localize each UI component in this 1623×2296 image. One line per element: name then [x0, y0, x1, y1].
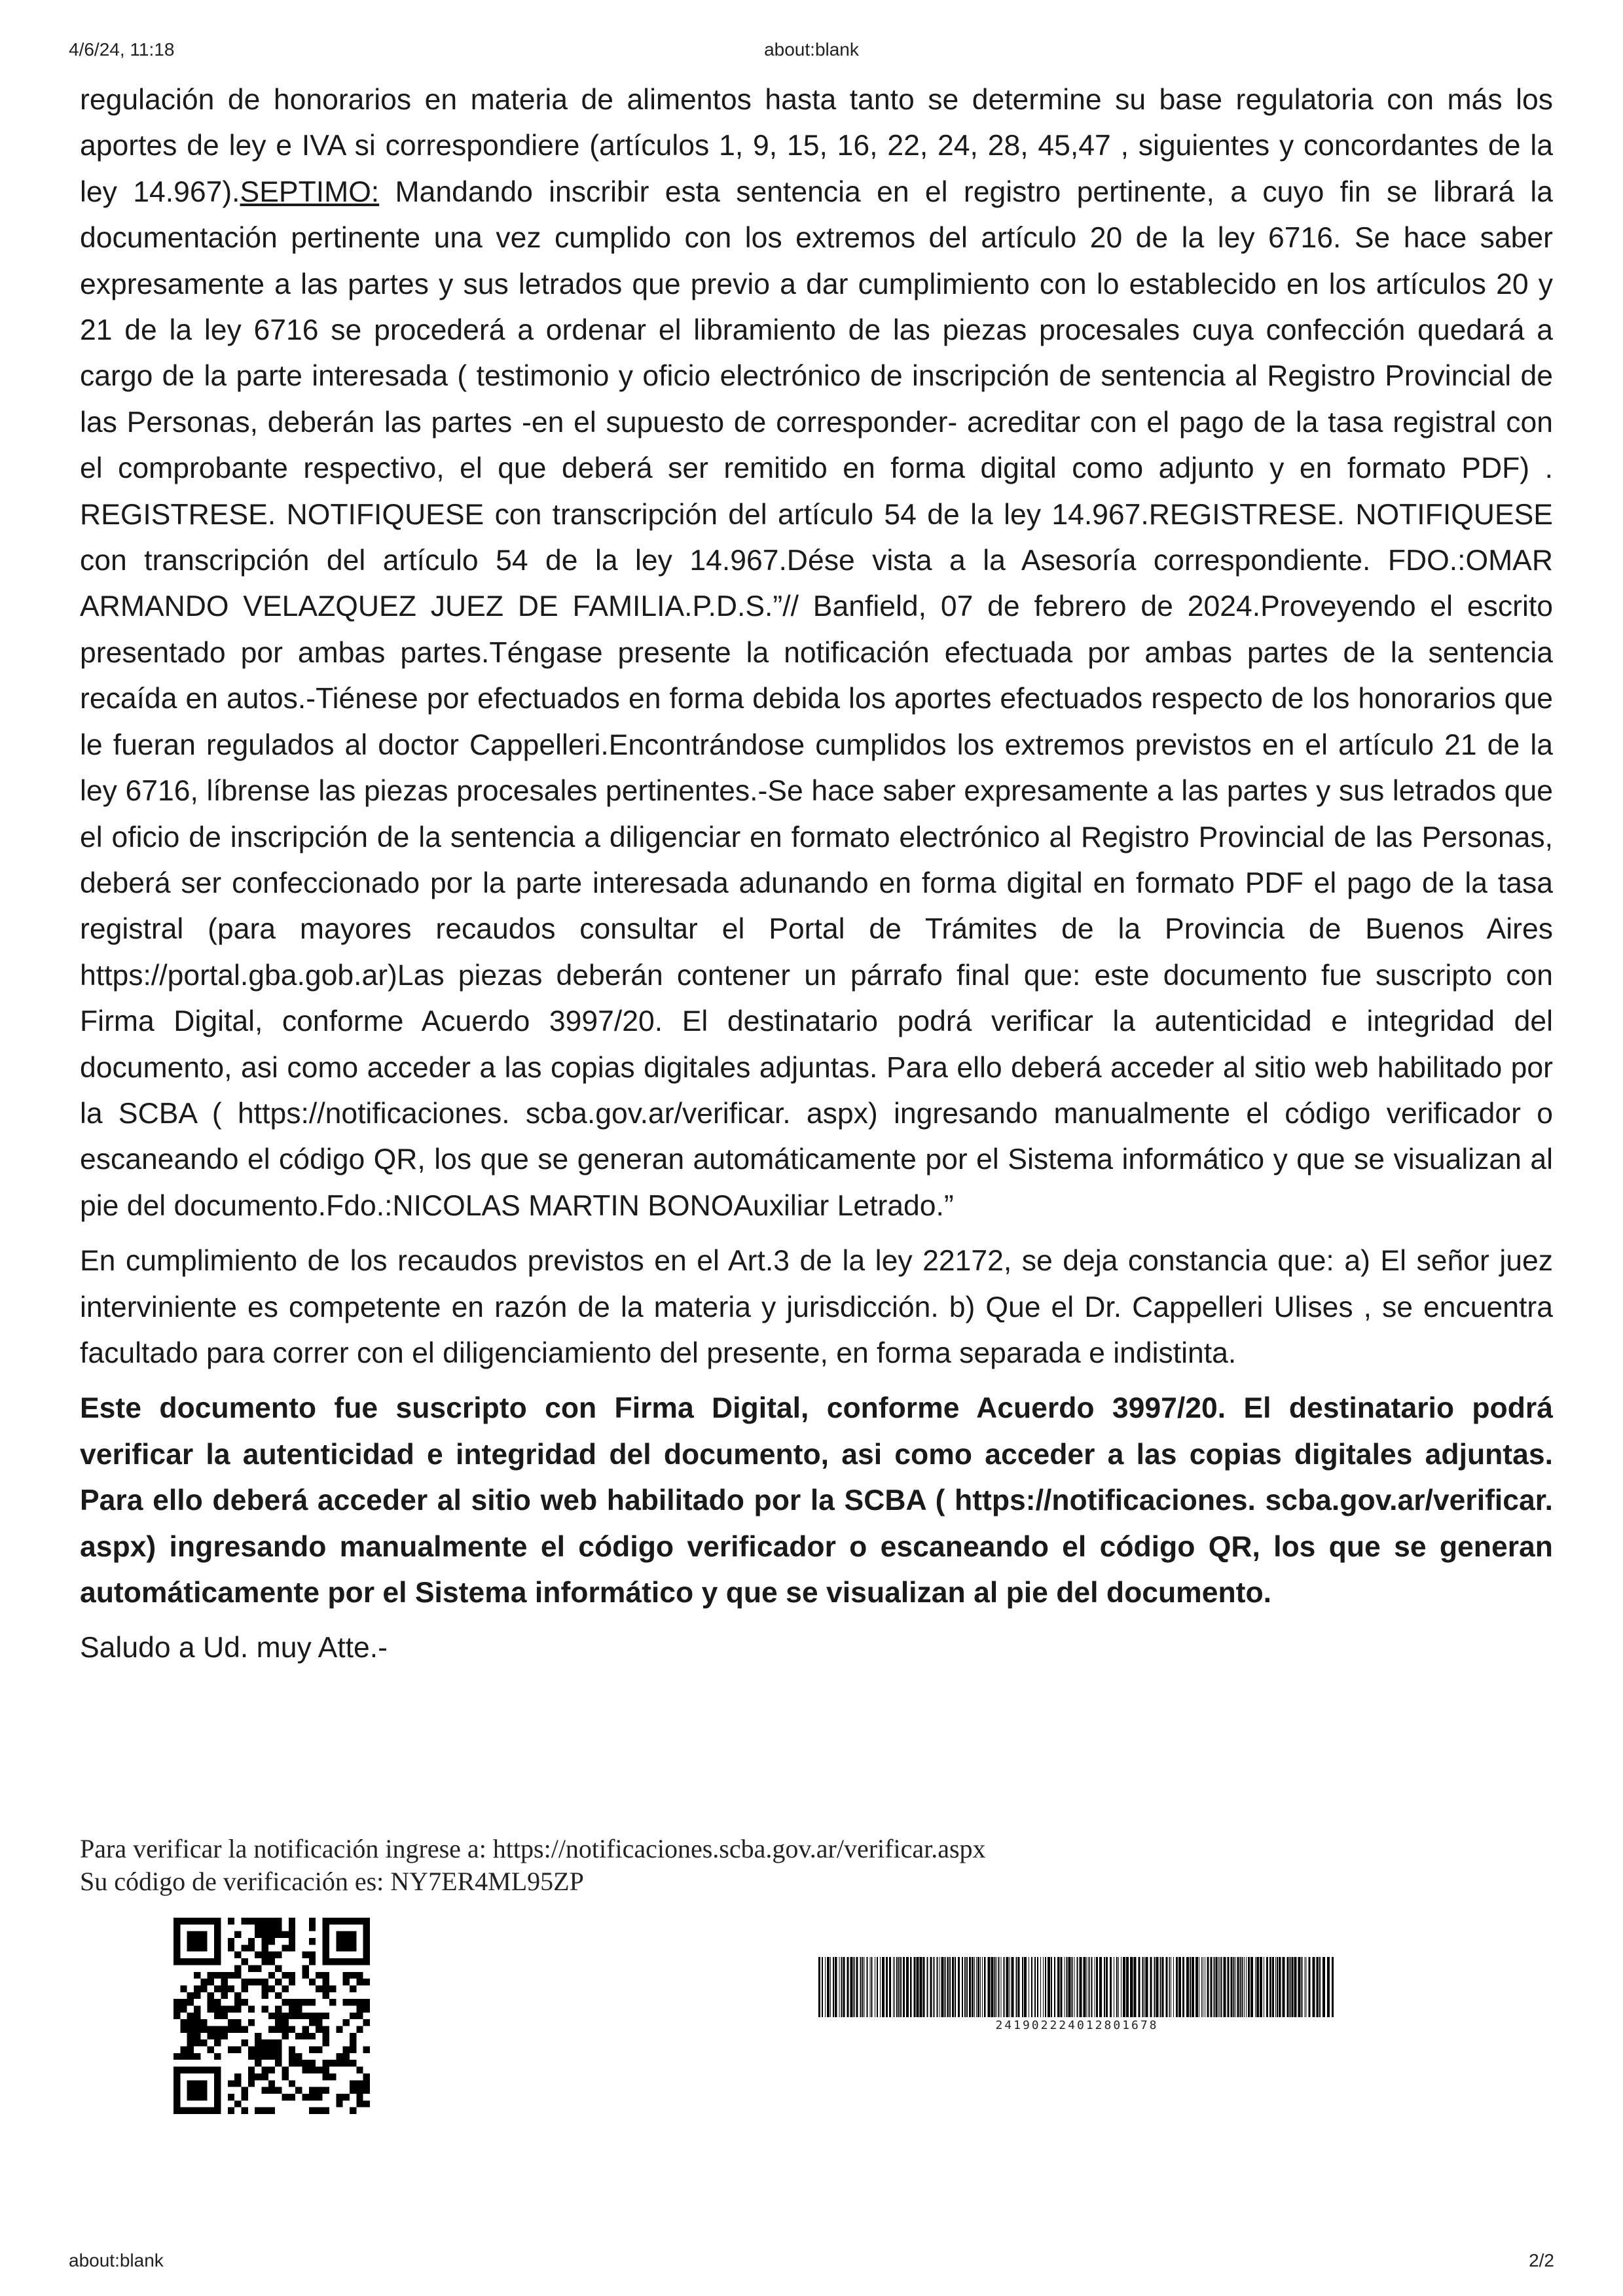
barcode-icon	[818, 1957, 1336, 2017]
print-page-number: 2/2	[1529, 2250, 1554, 2270]
document-body	[80, 77, 1553, 1672]
paragraph-digital-signature: Este documento fue suscripto con Firma Digital, conforme Acuerdo 3997/20. El destinatario podrá verificar la autenticidad e integridad del documento, asi como acceder a las copias digitales adjuntas. Para ello deberá acceder al sitio web habilitado por la SCBA ( https://notificaciones. scba.gov.ar/verificar. aspx) ingresando manualmente el código verificador o escaneando el código QR, los que se generan automáticamente por el Sistema informático y que se visualizan al pie del documento.	[80, 1392, 1553, 1609]
verification-block	[80, 1833, 986, 1898]
paragraph-resolution	[80, 77, 1553, 1229]
qr-code-icon	[173, 1918, 370, 2114]
closing-salutation: Saludo a Ud. muy Atte.-	[80, 1632, 388, 1664]
paragraph-resolution-rest: Mandando inscribir esta sentencia en el registro pertinente, a cuyo fin se librará la documentación pertinente una vez cumplido con los extremos del artículo 20 de la ley 6716. Se hace saber expresamente a las partes y sus letrados que previo a dar cumplimiento con lo establecido en los artículos 20 y 21 de la ley 6716 se procederá a ordenar el libramiento de las piezas procesales cuya confección quedará a cargo de la parte interesada ( testimonio y oficio electrónico de inscripción de sentencia al Registro Provincial de las Personas, deberán las partes -en el supuesto de corresponder- acreditar con el pago de la tasa registral con el comprobante respectivo, el que deberá ser remitido en forma digital como adjunto y en formato PDF) . REGISTRESE. NOTIFIQUESE con transcripción del artículo 54 de la ley 14.967.REGISTRESE. NOTIFIQUESE con transcripción del artículo 54 de la ley 14.967.Dése vista a la Asesoría correspondiente. FDO.:OMAR ARMANDO VELAZQUEZ JUEZ DE FAMILIA.P.D.S.”// Banfield, 07 de febrero de 2024.Proveyendo el escrito presentado por ambas partes.Téngase presente la notificación efectuada por ambas partes de la sentencia recaída en autos.-Tiénese por efectuados en forma debida los aportes efectuados respecto de los honorarios que le fueran regulados al doctor Cappelleri.Encontrándose cumplidos los extremos previstos en el artículo 21 de la ley 6716, líbrense las piezas procesales pertinentes.-Se hace saber expresamente a las partes y sus letrados que el oficio de inscripción de la sentencia a diligenciar en formato electrónico al Registro Provincial de las Personas, deberá ser confeccionado por la parte interesada adunando en forma digital en formato PDF el pago de la tasa registral (para mayores recaudos consultar el Portal de Trámites de la Provincia de Buenos Aires https://portal.gba.gob.ar)Las piezas deberán contener un párrafo final que: este documento fue suscripto con Firma Digital, conforme Acuerdo 3997/20. El destinatario podrá verificar la autenticidad e integridad del documento, asi como acceder a las copias digitales adjuntas. Para ello deberá acceder al sitio web habilitado por la SCBA ( https://notificaciones. scba.gov.ar/verificar. aspx) ingresando manualmente el código verificador o escaneando el código QR, los que se generan automáticamente por el Sistema informático y que se visualizan al pie del documento.Fdo.:NICOLAS MARTIN BONOAuxiliar Letrado.”	[80, 175, 1553, 1222]
print-page-title: about:blank	[764, 39, 859, 60]
septimo-heading: SEPTIMO:	[240, 175, 380, 208]
paragraph-compliance: En cumplimiento de los recaudos previstos en el Art.3 de la ley 22172, se deja constancia que: a) El señor juez interviniente es competente en razón de la materia y jurisdicción. b) Que el Dr. Cappelleri Ulises , se encuentra facultado para correr con el diligenciamiento del presente, en forma separada e indistinta.	[80, 1245, 1553, 1369]
print-datetime: 4/6/24, 11:18	[69, 39, 175, 60]
barcode-number: 241902224012801678	[995, 2018, 1159, 2032]
paragraph-resolution-start: regulación de honorarios en materia de alimentos hasta tanto se determine su base regulatoria con más los aportes de ley e IVA si correspondiere (artículos 1, 9, 15, 16, 22, 24, 28, 45,47 , siguientes y concordantes de la ley 14.967).	[80, 84, 1553, 208]
barcode	[818, 1957, 1336, 2032]
verification-url-line: Para verificar la notificación ingrese a: https://notificaciones.scba.gov.ar/verificar.aspx	[80, 1834, 986, 1863]
print-footer-url: about:blank	[69, 2250, 164, 2270]
verification-code-line: Su código de verificación es: NY7ER4ML95ZP	[80, 1867, 584, 1896]
